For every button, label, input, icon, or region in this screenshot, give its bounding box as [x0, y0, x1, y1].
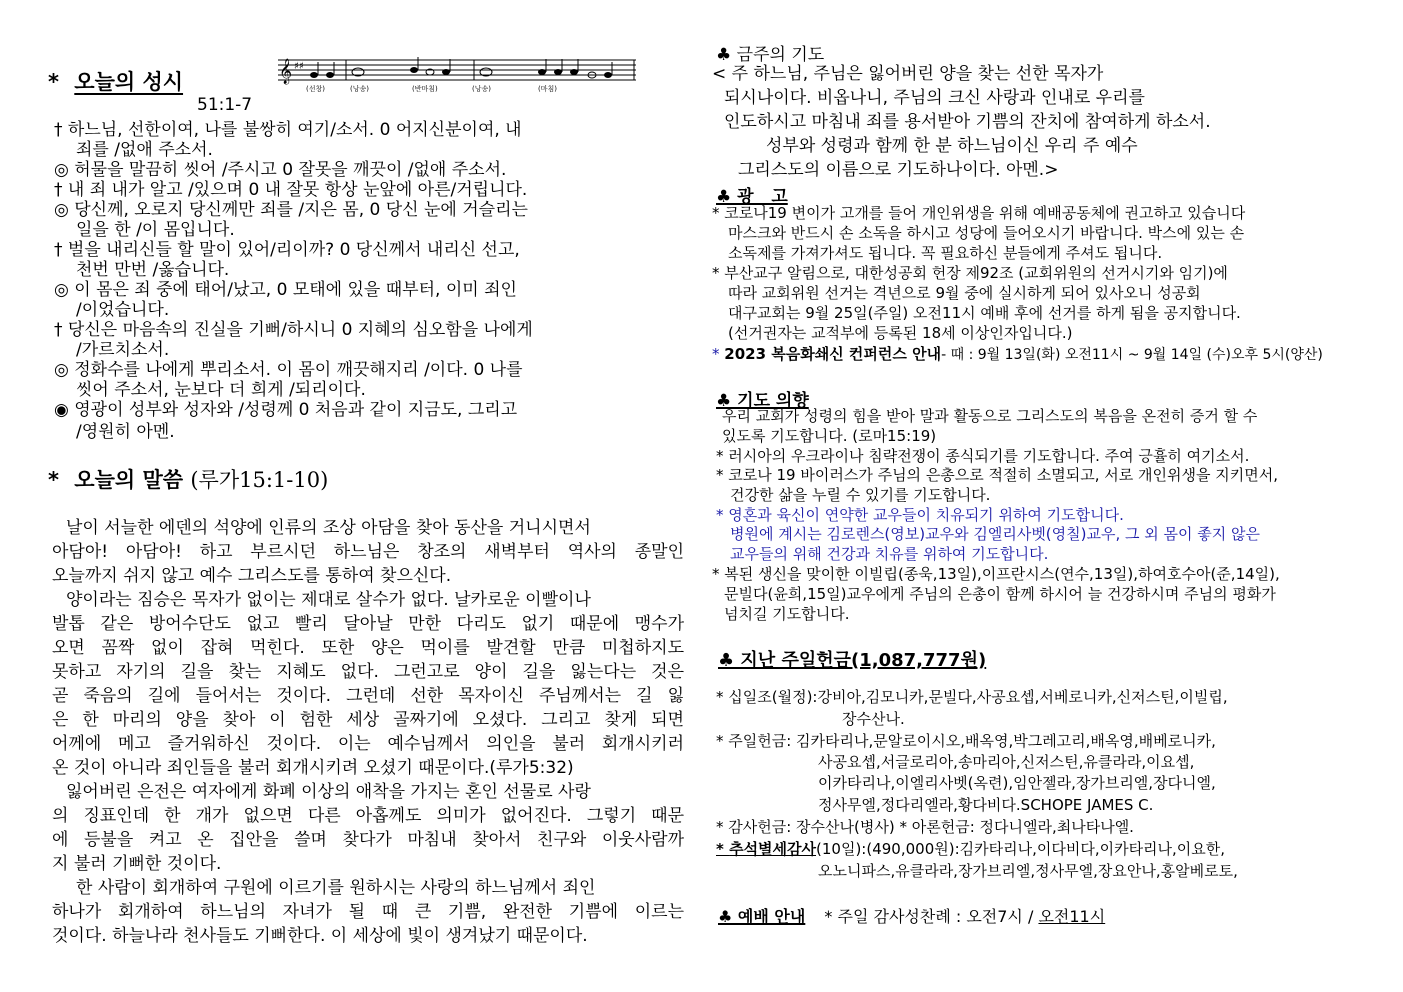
sermon-line: 은 한 마리의 양을 찾아 이 험한 세상 골짜기에 오셨다. 그리고 찾게 되면: [52, 710, 684, 730]
sermon-line: 곧 죽음의 길에 들어서는 것이다. 그런데 선한 목자이신 주님께서는 길 잃: [52, 686, 684, 706]
psalm-line: † 벌을 내리신들 할 말이 있어/리이까? 0 당신께서 내리신 선고,: [54, 240, 520, 260]
prayer-line: 인도하시고 마침내 죄를 용서받아 기쁨의 잔치에 참여하게 하소서.: [724, 112, 1211, 132]
offering-line: 정사무엘,정다리엘라,황다비다.SCHOPE JAMES C.: [818, 796, 1154, 814]
sermon-line: 에 등불을 켜고 온 집안을 쓸며 찾다가 마침내 찾아서 친구와 이웃사람까: [52, 830, 684, 850]
psalm-line: † 내 죄 내가 알고 /있으며 0 내 잘못 항상 눈앞에 아른/거립니다.: [54, 180, 528, 200]
intention-line: * 코로나 19 바이러스가 주님의 은총으로 적절히 소멸되고, 서로 개인위생을 지키면서,: [716, 466, 1278, 484]
sharp-icon: ♯♯: [294, 61, 304, 72]
offering-line: * 십일조(월정):강비아,김모니카,문빌다,사공요셉,서베로니카,신저스틴,이빌립,: [716, 688, 1228, 706]
intention-healing-line: * 영혼과 육신이 연약한 교우들이 치유되기 위하여 기도합니다.: [716, 506, 1124, 524]
prayer-line: < 주 하느님, 주님은 잃어버린 양을 찾는 선한 목자가: [712, 64, 1104, 84]
sermon-line: 어께에 메고 즐거워하신 것이다. 이는 예수님께서 의인을 불러 회개시키러: [52, 734, 684, 754]
psalm-line: /가르치소서.: [76, 340, 170, 360]
offering-line: * 추석별세감사(10일):(490,000원):김카타리나,이다비다,이카타리나,이요한,: [716, 840, 1226, 858]
intention-birthday-line: * 복된 생신을 맞이한 이빌립(종욱,13일),이프란시스(연수,13일),하여호수아(준,14일),: [712, 565, 1280, 583]
chant-staff-image: [276, 56, 638, 86]
offering-line: 장수산나.: [842, 710, 905, 728]
psalm-reference: 51:1-7: [197, 95, 253, 115]
notice-line: (선거권자는 교적부에 등록된 18세 이상인자입니다.): [728, 324, 1073, 342]
intention-healing-line: 교우들의 위해 건강과 치유를 위하여 기도합니다.: [730, 545, 1049, 563]
sermon-line: 온 것이 아니라 죄인들을 불러 회개시키려 오셨기 때문이다.(루가5:32): [52, 758, 574, 778]
intention-line: 있도록 기도합니다. (로마15:19): [722, 427, 937, 445]
notice-line: 마스크와 반드시 손 소독을 하시고 성당에 들어오시기 바랍니다. 박스에 있는 손: [728, 224, 1245, 242]
intention-birthday-line: 문빌다(윤희,15일)교우에게 주님의 은총이 함께 하시어 늘 건강하시며 주님의 평화가: [724, 585, 1276, 603]
sermon-line: 지 불러 기뻐한 것이다.: [52, 854, 222, 874]
sermon-line: 못하고 자기의 길을 찾는 지혜도 없다. 그런고로 양이 길을 잃는다는 것은: [52, 662, 684, 682]
prayer-line: 그리스도의 이름으로 기도하나이다. 아멘.>: [738, 160, 1059, 180]
sermon-line: 오면 꼼짝 없이 잡혀 먹힌다. 또한 양은 먹이를 발견할 만큼 미첩하지도: [52, 638, 684, 658]
prayer-line: 되시나이다. 비옵나니, 주님의 크신 사랑과 인내로 우리를: [724, 88, 1145, 108]
offering-line: * 주일헌금: 김카타리나,문알로이시오,배옥영,박그레고리,배옥영,배베로니카,: [716, 732, 1216, 750]
sermon-line: 오늘까지 쉬지 않고 예수 그리스도를 통하여 찾으신다.: [52, 566, 452, 586]
notice-line: 소독제를 가져가셔도 됩니다. 꼭 필요하신 분들에게 주셔도 됩니다.: [728, 244, 1163, 262]
offering-line: * 감사헌금: 장수산나(병사) * 아론헌금: 정다니엘라,최나타나엘.: [716, 818, 1134, 836]
psalm-line: † 하느님, 선한이여, 나를 불쌍히 여기/소서. 0 어지신분이여, 내: [54, 120, 522, 140]
psalm-line: 천번 만번 /옳습니다.: [76, 260, 230, 280]
chant-label: (낭송): [350, 85, 369, 93]
sermon-line: 잃어버린 은전은 여자에게 화폐 이상의 애착을 가지는 혼인 선물로 사랑: [66, 782, 591, 802]
chant-label: (마침): [538, 85, 557, 93]
psalm-line: 씻어 주소서, 눈보다 더 희게 /되리이다.: [76, 380, 366, 400]
sermon-line: 발톱 같은 방어수단도 없고 빨리 달아날 만한 다리도 없기 때문에 맹수가: [52, 614, 684, 634]
sermon-line: 한 사람이 회개하여 구원에 이르기를 원하시는 사랑의 하느님께서 죄인: [76, 878, 596, 898]
prayer-heading: ♣ 금주의 기도: [716, 45, 825, 65]
treble-clef-icon: 𝄞: [279, 59, 293, 84]
psalm-line: ◎ 허물을 말끔히 씻어 /주시고 0 잘못을 깨끗이 /없애 주소서.: [54, 160, 507, 180]
intention-heading: ♣ 기도 의향: [716, 391, 809, 411]
sermon-line: 것이다. 하늘나라 천사들도 기뻐한다. 이 세상에 빛이 생겨났기 때문이다.: [52, 926, 588, 946]
sermon-line: 아담아! 아담아! 하고 부르시던 하느님은 창조의 새벽부터 역사의 종말인: [52, 542, 684, 562]
psalm-line: † 당신은 마음속의 진실을 기뻐/하시니 0 지혜의 심오함을 나에게: [54, 320, 533, 340]
prayer-line: 성부와 성령과 함께 한 분 하느님이신 우리 주 예수: [766, 136, 1138, 156]
psalm-heading: * 오늘의 성시: [48, 70, 184, 94]
word-heading: * 오늘의 말씀 (루가15:1-10): [48, 468, 329, 492]
sermon-line: 하나가 회개하여 하느님의 자녀가 될 때 큰 기쁨, 완전한 기쁨에 이르는: [52, 902, 684, 922]
offering-heading: ♣ 지난 주일헌금(1,087,777원): [718, 650, 987, 671]
notice-line: * 부산교구 알림으로, 대한성공회 헌장 제92조 (교회위원의 선거시기와 임기)에: [712, 264, 1228, 282]
offering-line: 사공요셉,서글로리아,송마리아,신저스틴,유클라라,이요셉,: [818, 753, 1195, 771]
intention-line: * 러시아의 우크라이나 침략전쟁이 종식되기를 기도합니다. 주여 긍휼히 여기소서.: [716, 447, 1250, 465]
worship-info: ♣ 예배 안내 * 주일 감사성찬례 : 오전7시 / 오전11시: [718, 907, 1106, 926]
notice-line: 대구교회는 9월 25일(주일) 오전11시 예배 후에 선거를 하게 됨을 공지합니다.: [728, 304, 1241, 322]
notice-conference: * 2023 복음화쇄신 컨퍼런스 안내- 때 : 9월 13일(화) 오전11시 ~ 9월 14일 (수)오후 5시(양산): [712, 345, 1323, 363]
chant-label: (낭송): [472, 85, 491, 93]
notice-line: 따라 교회위원 선거는 격년으로 9월 중에 실시하게 되어 있사오니 성공회: [728, 284, 1201, 302]
chant-label: (선창): [306, 85, 325, 93]
psalm-line: 죄를 /없애 주소서.: [76, 140, 213, 160]
notice-line: * 코로나19 변이가 고개를 들어 개인위생을 위해 예배공동체에 권고하고 있습니다: [712, 204, 1246, 222]
chant-label: (반마침): [412, 85, 438, 93]
sermon-line: 의 징표인데 한 개가 없으면 다른 아홉께도 의미가 없어진다. 그렇기 때문: [52, 806, 684, 826]
psalm-line: ◎ 정화수를 나에게 뿌리소서. 이 몸이 깨끗해지리 /이다. 0 나를: [54, 360, 523, 380]
offering-line: 오노니파스,유클라라,장가브리엘,정사무엘,장요안나,홍알베로토,: [818, 862, 1238, 880]
notice-heading: ♣ 광 고: [716, 187, 788, 207]
psalm-line: ◎ 이 몸은 죄 중에 태어/났고, 0 모태에 있을 때부터, 이미 죄인: [54, 280, 517, 300]
sermon-line: 양이라는 짐승은 목자가 없이는 제대로 살수가 없다. 날카로운 이빨이나: [66, 590, 591, 610]
sermon-line: 날이 서늘한 에덴의 석양에 인류의 조상 아담을 찾아 동산을 거니시면서: [66, 518, 591, 538]
intention-healing-line: 병원에 계시는 김로렌스(영보)교우와 김엘리사벳(영칠)교우, 그 외 몸이 좋지 않은: [730, 525, 1261, 543]
psalm-line: /이었습니다.: [76, 300, 170, 320]
intention-line: 우리 교회가 성령의 힘을 받아 말과 활동으로 그리스도의 복음을 온전히 증거 할 수: [722, 407, 1258, 425]
psalm-line: 일을 한 /이 몸입니다.: [76, 220, 235, 240]
intention-line: 건강한 삶을 누릴 수 있기를 기도합니다.: [730, 486, 991, 504]
psalm-line: ◉ 영광이 성부와 성자와 /성령께 0 처음과 같이 지금도, 그리고: [54, 400, 518, 420]
psalm-line: /영원히 아멘.: [76, 422, 175, 442]
psalm-line: ◎ 당신께, 오로지 당신께만 죄를 /지은 몸, 0 당신 눈에 거슬리는: [54, 200, 528, 220]
intention-birthday-line: 넘치길 기도합니다.: [724, 605, 850, 623]
offering-line: 이카타리나,이엘리사벳(옥련),임안젤라,장가브리엘,장다니엘,: [818, 774, 1216, 792]
